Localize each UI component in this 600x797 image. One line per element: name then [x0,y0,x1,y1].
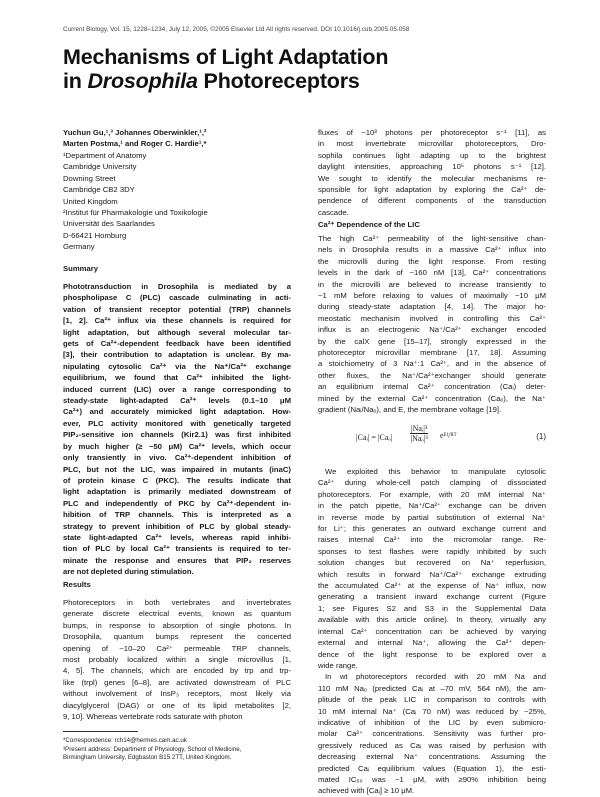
body-line: available with this article online). In theory, virtually any [318,615,546,625]
summary-line: light adaptation, but although several molecular tar- [63,327,291,337]
lic-line: an equilibrium internal Ca²⁺ concentration (Caᵢ) deter- [318,382,546,392]
footnotes [63,737,291,763]
affiliation-line: Germany [63,242,95,252]
lic-line: other fluxes, the Na⁺/Ca²⁺exchanger should generate [318,370,546,380]
results-heading: Results [63,580,91,589]
footnote-line: *Correspondence: rch14@hermes.cam.ac.uk [63,737,187,744]
body-line: 10 mM internal Na⁺ (Caᵢ 70 nM) was reduced by ~25%, [318,706,546,716]
body-line: solution changes but recovered on Na⁺ reperfusion, [318,558,546,568]
footnote-line: ³Present address: Department of Physiology, School of Medicine, [63,745,242,753]
lic-line: mined by the external Ca²⁺ concentration (Caₒ), the Na⁺ [318,393,546,403]
body-line: decreasing external Na⁺ concentrations. Assuming the [318,752,546,762]
summary-line: by much higher (≥ ~50 μM) Ca²⁺ levels, which occur [63,441,291,451]
results-line: diacylglycerol (DAG) or one of its lipid metabolites [2, [63,700,291,710]
body-line: molar Ca²⁺ concentrations. Sensitivity was further pro- [318,729,546,739]
body-line: photoreceptors. For example, with 20 mM internal Na⁺ [318,489,546,499]
lic-line: gradient (Naᵢ/Naₒ), and E, the membrane voltage [19]. [318,405,502,415]
footnote-line: Birmingham University, Edgbaston B15 2TT, United Kingdom. [63,754,232,762]
summary-heading: Summary [63,264,99,273]
results-line: Photoreceptors in both vertebrates and invertebrates [63,598,291,607]
affiliation-block [63,150,291,253]
equation-fraction [410,424,428,443]
lic-line: nels in Drosophila results in a massive Ca²⁺ influx into [318,245,546,255]
body-line: sponses to test flashes were rapidly inhibited by such [318,546,546,556]
equation-lhs: |Caᵢ| = |Caₒ| [356,433,393,442]
author-line: Marten Postma,¹ and Roger C. Hardie¹,* [63,139,207,149]
summary-line: induced current (LIC) over a range corresponding to [63,384,291,394]
summary-line: PLC, but not the LIC, was impaired in mutants (inaC) [63,464,291,474]
intro-line: We sought to identify the molecular mechanisms re- [318,173,546,183]
summary-line: state light-adapted Ca²⁺ levels, whereas rapid inhibi- [63,532,291,542]
body-line: indicative of inhibition of the LIC by even submicro- [318,717,546,727]
title-line-2-italic: Drosophila [87,69,198,93]
body-line: wide range. [318,660,358,670]
results-line: most probably localized within a single microvillus [1, [63,655,291,665]
summary-line: [3], their contribution to adaptation is unclear. By ma- [63,350,291,360]
body-line: plitude of the peak LIC in comparison to controls with [318,695,546,705]
body-paragraph [318,466,546,797]
intro-paragraph [318,127,546,218]
summary-line: ever, PLC activity monitored with genetically targeted [63,418,291,428]
body-line: In wt photoreceptors recorded with 20 mM Na and [325,672,546,682]
lic-paragraph [318,233,546,416]
body-line: We exploited this behavior to manipulate cytosolic [325,467,546,476]
summary-line: Phototransduction in Drosophila is mediated by a [63,282,291,291]
affiliation-line: ¹Department of Anatomy [63,151,147,160]
summary-line: PLC and independently of PKC by Ca²⁺-dependent in- [63,498,291,508]
results-line: Drosophila, quantum bumps represent the concerted [63,632,291,642]
summary-line: Ca²⁺) and accurately mimicked light adaptation. How- [63,407,291,417]
summary-line: PIP₂-sensitive ion channels (Kir2.1) was first inhibited [63,430,291,440]
body-line: Ca²⁺ during whole-cell patch clamping of dissociated [318,478,546,488]
affiliation-line: Universität des Saarlandes [63,219,155,229]
summary-line: light adaptation is primarily mediated downstream of [63,487,291,497]
journal-citation: Current Biology, Vol. 15, 1228–1234, July 12, 2005, ©2005 Elsevier Ltd All rights reserved. DOI 10.1016/j.cub.2005.05.058 [63,26,410,33]
affiliation-line: Cambridge CB2 3DY [63,185,135,195]
lic-line: the microvilli during the light response. From resting [318,256,546,266]
body-line: 1; see Figures S2 and S3 in the Supplemental Data [318,603,546,613]
summary-line: nipulating cytosolic Ca²⁺ via the Na⁺/Ca²⁺ exchange [63,361,291,371]
intro-line: daylight intensities, approaching 10⁵ photons s⁻¹ [12]. [318,162,546,172]
results-line: 4, 5]. The channels, which are encoded by trp and trp- [63,666,291,676]
intro-line: cascade. [318,207,349,217]
affiliation-line: United Kingdom [63,196,118,206]
lic-line: The high Ca²⁺ permeability of the light-sensitive chan- [318,234,546,243]
affiliation-line: Downing Street [63,173,116,183]
intro-line: sophila continues light adapting up to the brightest [318,150,546,160]
summary-line: tion of PLC by local Ca²⁺ transients is required to ter- [63,544,291,554]
body-line: in reverse mode by partial substitution of external Na⁺ [318,512,546,522]
summary-line: steady-state light-adapted Ca²⁺ levels (0.1–10 μM [63,396,291,406]
summary-line: [1, 2]. Ca²⁺ influx via these channels is required for [63,316,291,326]
title-line-2-prefix: in [63,69,88,93]
lic-heading: Ca²⁺ Dependence of the LIC [318,220,420,229]
results-line: like (trpl) genes [6–8], are activated downstream of PLC [63,677,291,687]
intro-line: in most invertebrate microvillar photoreceptors, Dro- [318,139,546,149]
body-line: internal Ca²⁺ concentration can be achieved by varying [318,626,546,636]
summary-line: phospholipase C (PLC) cascade culminating in acti- [63,293,291,303]
lic-line: ~1 mM before relaxing to values of maximally ~10 μM [318,291,546,301]
body-line: mated IC₅₀ was ~1 μM, with ≥90% inhibition being [318,774,546,784]
lic-line: during steady-state adaptation [4, 14]. The major ho- [318,302,546,312]
summary-paragraph [63,281,291,578]
lic-line: in the microvilli are believed to increase transiently to [318,279,546,289]
lic-line: influx is an electrogenic Na⁺/Ca²⁺ exchanger encoded [318,325,546,335]
summary-line: only transiently in vivo. Ca²⁺-dependent inhibition of [63,453,291,463]
lic-line: by the calX gene [15–17], strongly expressed in the [318,336,546,346]
results-paragraph [63,597,291,722]
summary-line: minate the response and ensures that PIP₂ reserves [63,555,291,565]
affiliation-line: ²Institut für Pharmakologie und Toxikologie [63,208,208,218]
lic-line: a stoichiometry of 3 Na⁺:1 Ca²⁺, and in the absence of [318,359,546,369]
lic-line: meostatic mechanism involved in controlling this Ca²⁺ [318,313,546,323]
body-line: which results in forward Na⁺/Ca²⁺ exchange extruding [318,569,546,579]
title-line-1: Mechanisms of Light Adaptation [63,45,389,69]
body-line: for Li⁺; this generates an outward exchange current and [318,524,546,534]
author-list [63,127,291,150]
title-line-2-suffix: Photoreceptors [197,69,360,93]
lic-line: photoreceptor microvillar membrane [17, 18]. Assuming [318,348,546,358]
results-line: bumps, in response to absorption of single photons. In [63,620,291,630]
article-title [63,45,388,93]
equation-exponential: eᴱᶠ/ᴿᵀ [440,431,457,440]
results-line: 9, 10]. Whereas vertebrate rods saturate with photon [63,712,243,722]
summary-line: equilibrium, we found that Ca²⁺ inhibited the light- [63,373,291,383]
author-line: Yuchun Gu,¹,³ Johannes Oberwinkler,¹,² [63,128,207,137]
results-line: without involvement of InsP₃ receptors, most likely via [63,689,291,699]
summary-line: hibition of TRP channels. This is interpreted as a [63,510,291,520]
intro-line: sponsible for light adaptation by exploring the Ca²⁺ de- [318,185,546,195]
body-line: external and internal Na⁺, allowing the Ca²⁺ depen- [318,638,546,648]
body-line: 110 mM Naₒ (predicted Caᵢ at –70 mV, 564 nM), the am- [318,683,546,693]
equation-denominator: |Naₒ|³ [410,434,428,443]
lic-line: levels in the dark of ~160 nM [13], Ca²⁺ concentrations [318,268,546,278]
equation-number: (1) [536,432,546,441]
summary-line: gets of Ca²⁺-dependent feedback have been identified [63,339,291,349]
summary-line: vation of transient receptor potential (TRP) channels [63,304,291,314]
footnote-rule [63,731,138,732]
summary-line: of protein kinase C (PKC). The results indicate that [63,475,291,485]
body-line: gressively reduced as Caᵢ was raised by perfusion with [318,740,546,750]
body-line: dence of the light response to be explored over a [318,649,546,659]
body-line: achieved with [Caᵢ] ≥ 10 μM. [318,786,415,796]
body-line: the accumulated Ca²⁺ at the expense of Na⁺ influx, now [318,581,546,591]
results-line: opening of ~10–20 Ca²⁺ permeable TRP channels, [63,643,291,653]
intro-line: pendence of different components of the transduction [318,196,546,206]
body-line: predicted Caᵢ equilibrium values (Equation 1), the esti- [318,763,546,773]
summary-line: strategy to prevent inhibition of PLC by global steady- [63,521,291,531]
equation-numerator: |Naᵢ|³ [411,424,428,433]
body-line: raises internal Ca²⁺ into the micromolar range. Re- [318,535,546,545]
results-line: generate discrete electrical events, known as quantum [63,609,291,619]
affiliation-line: D-66421 Homburg [63,230,127,240]
body-line: in the patch pipette, Na⁺/Ca²⁺ exchange can be driven [318,501,546,511]
body-line: generating a transient inward exchange current (Figure [318,592,546,602]
intro-line: fluxes of ~10³ photons per photoreceptor s⁻¹ [11], as [318,128,546,137]
affiliation-line: Cambridge University [63,162,137,172]
equation-1 [318,424,546,454]
summary-line: are not depleted during stimulation. [63,567,194,577]
